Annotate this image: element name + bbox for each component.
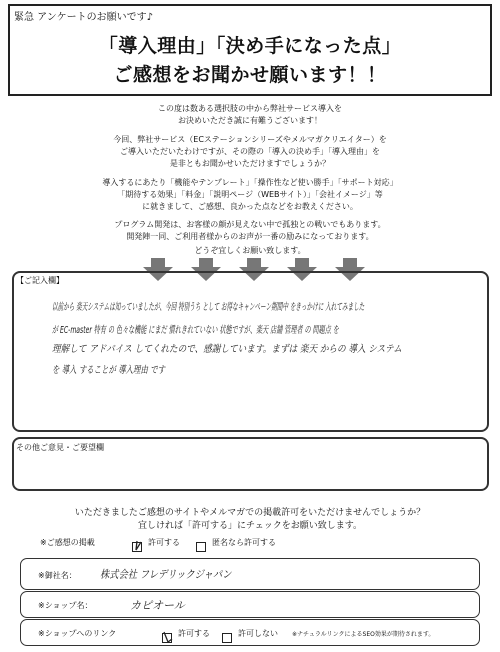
link-allow-checkbox[interactable] <box>162 627 172 646</box>
checkbox-icon <box>196 542 206 552</box>
intro-line: ご導入いただいたわけですが、その際の「導入の決め手」「導入理由」を <box>120 147 380 156</box>
link-note: ※ナチュラルリンクによるSEO効果が期待されます。 <box>292 631 435 638</box>
handwritten-line: を 導入 することが 導入理由 です <box>52 365 166 376</box>
checkbox-icon <box>162 633 172 643</box>
intro-line: 導入するにあたり「機能やテンプレート」「操作性など使い勝手」「サポート対応」 <box>102 178 398 187</box>
publish-anon-checkbox[interactable] <box>196 536 206 555</box>
intro-line: 開発陣一同、ご利用者様からのお声が一番の励みになっております。 <box>126 232 374 241</box>
intro-line: プログラム開発は、お客様の顔が見えない中で孤独との戦いでもあります。 <box>114 220 386 229</box>
checkbox-icon <box>222 633 232 643</box>
publish-anon-label: 匿名なら許可する <box>212 538 276 547</box>
comment-label: 【ご記入欄】 <box>16 276 64 285</box>
checkmark-icon <box>162 631 174 645</box>
intro-line: 「期待する効果」「料金」「説明ページ（WEBサイト）」「会社イメージ」等 <box>117 190 383 199</box>
link-label: ※ショップへのリンク <box>38 629 117 638</box>
intro-line: 是非ともお聞かせいただけますでしょうか？ <box>169 159 331 168</box>
checkbox-icon <box>132 542 142 552</box>
link-deny-label: 許可しない <box>238 629 278 638</box>
shop-label: ※ショップ名： <box>38 601 93 610</box>
urgent-badge: 緊急 アンケートのお願いです♪ <box>14 12 153 23</box>
publish-allow-checkbox[interactable] <box>132 536 142 555</box>
opinion-label: その他ご意見・ご要望欄 <box>16 443 104 452</box>
title-line-2: ご感想をお聞かせ願います！！ <box>113 64 387 86</box>
permission-text: 宜しければ「許可する」にチェックをお願い致します。 <box>137 521 362 531</box>
link-allow-label: 許可する <box>178 629 210 638</box>
checkmark-icon <box>132 540 144 554</box>
handwritten-line: が EC-master 特有 の 色々な機能 にまだ 慣れきれていない 状態ですが、楽天 店舗 管理者 の 問題点 を <box>52 325 339 336</box>
company-row <box>20 558 480 590</box>
intro-line: に就きまして、ご感想、良かった点などをお教えください。 <box>142 202 358 211</box>
company-label: ※御社名： <box>38 571 77 580</box>
shop-value[interactable]: カピオール <box>130 599 185 612</box>
permission-text: いただきましたご感想のサイトやメルマガでの掲載許可をいただけませんでしょうか？ <box>74 508 426 518</box>
link-deny-checkbox[interactable] <box>222 627 232 646</box>
company-value[interactable]: 株式会社 フレデリックジャパン <box>100 568 232 581</box>
publish-allow-label: 許可する <box>148 538 180 547</box>
handwritten-line: 理解して アドバイス してくれたので、感謝しています。まずは 楽天 からの 導入 システム <box>52 344 402 355</box>
intro-line: どうぞ宜しくお願い致します。 <box>194 246 306 255</box>
intro-line: お決めいただき誠に有難うございます！ <box>178 116 322 125</box>
intro-line: 今回、弊社サービス（ECステーションシリーズやメルマガクリエイター）を <box>113 135 387 144</box>
publish-label: ※ご感想の掲載 <box>40 538 95 547</box>
handwritten-line: 以前から 楽天システムは知っていましたが、今回 特別うち として お得なキャンペーン期間中 をきっかけに 入れてみました <box>52 302 365 313</box>
intro-line: この度は数ある選択肢の中から弊社サービス導入を <box>158 104 342 113</box>
title-line-1: 「導入理由」「決め手になった点」 <box>98 35 402 57</box>
